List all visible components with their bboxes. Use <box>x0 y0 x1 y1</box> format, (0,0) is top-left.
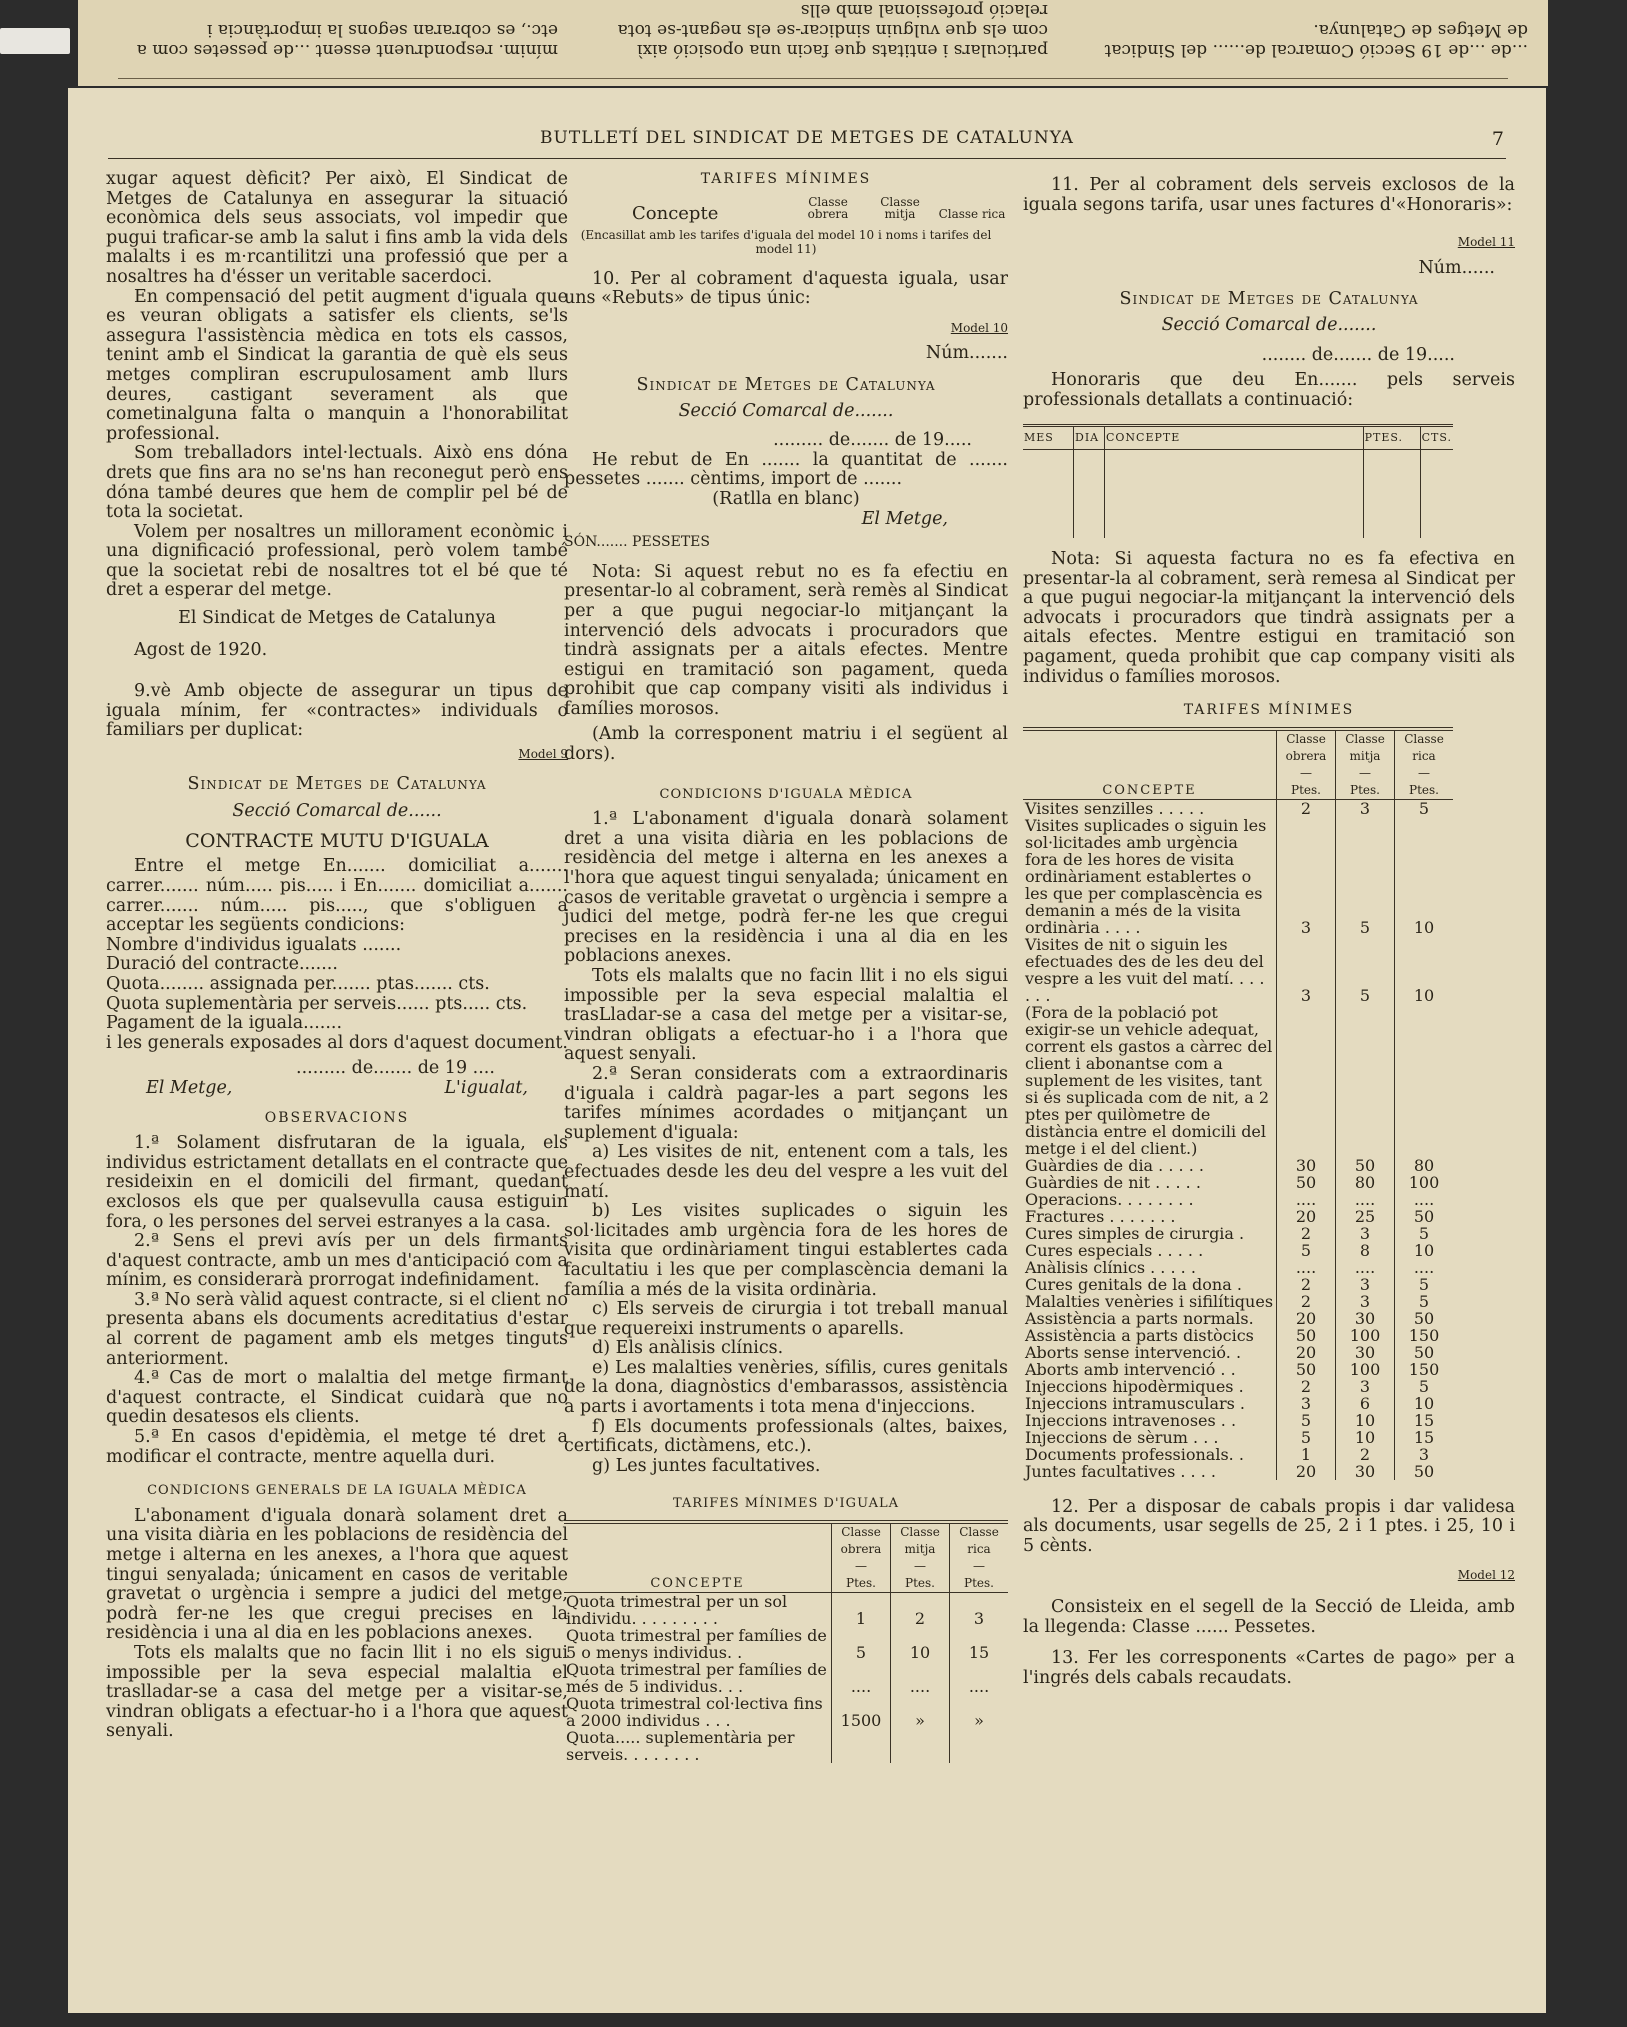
org-name: Sindicat de Metges de Catalunya <box>187 773 487 794</box>
col-obrera: Classe obrera — Ptes. <box>832 1522 891 1593</box>
paragraph: 13. Fer les corresponents «Cartes de pago» per a l'ingrés dels cabals recaudats. <box>1023 1648 1515 1688</box>
row-value-b: 3 <box>1336 1293 1395 1310</box>
observations-heading: OBSERVACIONS <box>264 1109 410 1126</box>
paragraph: (Amb la corresponent matriu i el següent al dors). <box>564 724 1008 765</box>
fragment-col-a: mínim. respondruent essent ...de pessetes com a etc., es cobraran segons la importància i <box>136 20 558 60</box>
org-name: Sindicat de Metges de Catalunya <box>636 374 936 395</box>
row-value-c: 5 <box>1395 799 1454 817</box>
contract-line: Duració del contracte....... <box>106 954 338 975</box>
row-value-c: 10 <box>1395 817 1454 936</box>
row-label: Aborts amb intervenció . . <box>1025 1359 1236 1379</box>
row-label: Assistència a parts distòcics <box>1025 1325 1254 1345</box>
row-label: Visites senzilles . . . . . <box>1025 798 1205 818</box>
row-value-a <box>1277 1004 1336 1157</box>
model-label: Model 9 <box>518 747 568 762</box>
row-value-a: 50 <box>1277 1327 1336 1344</box>
row-value-a: 1500 <box>832 1695 891 1729</box>
table-row <box>1023 1004 1453 1157</box>
paragraph: Consisteix en el segell de la Secció de Lleida, amb la llegenda: Classe ...... Pessetes. <box>1023 1597 1515 1637</box>
row-value-c <box>950 1729 1009 1763</box>
row-label: Cures especials . . . . . <box>1025 1240 1204 1260</box>
col-concept: CONCEPTE <box>1023 729 1277 800</box>
condition: 1.ª L'abonament d'iguala donarà solament dret a una visita diària en les poblacions de residència del metge i alterna en les anexes a l'hora que aquest tingui senyalada; únicament en casos de veritable gravetat o urgència i sempre a judici del metge, podrà fer-ne les que cregui precises en la residència i una al dia en les poblacions anexes. <box>564 809 1008 967</box>
row-label: Quota trimestral per famílies de més de 5 individus. . . <box>566 1660 827 1697</box>
contract-body: Entre el metge En....... domiciliat a....... carrer....... núm..... pis..... i En....... domiciliat a....... carrer....... núm..... pis....., que s'obliguen a acceptar les següents condicions: <box>106 856 568 936</box>
row-value-c: 10 <box>1395 1242 1454 1259</box>
date: Agost de 1920. <box>134 639 268 660</box>
fragment-rule <box>118 78 1508 79</box>
row-value-c: 50 <box>1395 1344 1454 1361</box>
paragraph: 9.vè Amb objecte de assegurar un tipus de iguala mínim, fer «contractes» individuals o familiars per duplicat: <box>106 681 568 741</box>
row-value-a: 30 <box>1277 1157 1336 1174</box>
sign-metge: El Metge, <box>861 508 948 529</box>
row-value-c: 150 <box>1395 1327 1454 1344</box>
paragraph: Tots els malalts que no facin llit i no els sigui impossible per la seva especial malaltia el traslladar-se a casa del metge per a visitar-se, vindran obligats a efectuar-ho i a l'hora que aquest senyali. <box>106 1642 568 1742</box>
table-row <box>1023 1259 1453 1276</box>
row-value-a: 2 <box>1277 1293 1336 1310</box>
col-ptes: PTES. <box>1363 426 1420 450</box>
table-row <box>1023 1242 1453 1259</box>
row-value-a: 20 <box>1277 1344 1336 1361</box>
paragraph: 11. Per al cobrament dels serveis exclosos de la iguala segons tarifa, usar unes factures d'«Honoraris»: <box>1023 175 1515 215</box>
receipt-number: Núm....... <box>925 343 1008 364</box>
row-value-a: 2 <box>1277 1225 1336 1242</box>
row-value-a: 50 <box>1277 1174 1336 1191</box>
row-value-b: 8 <box>1336 1242 1395 1259</box>
running-title: BUTLLETÍ DEL SINDICAT DE METGES DE CATALUNYA <box>540 128 1074 148</box>
row-label: Assistència a parts normals. <box>1025 1308 1254 1328</box>
model-label: Model 12 <box>1457 1568 1515 1583</box>
row-value-a: 3 <box>1277 1395 1336 1412</box>
row-value-a: 5 <box>1277 1242 1336 1259</box>
row-value-b: 100 <box>1336 1327 1395 1344</box>
row-value-a: .... <box>1277 1191 1336 1208</box>
row-value-c: 80 <box>1395 1157 1454 1174</box>
row-label: Injeccions hipodèrmiques . <box>1025 1376 1244 1396</box>
row-value-b: 2 <box>1336 1446 1395 1463</box>
row-value-c: 10 <box>1395 1395 1454 1412</box>
row-value-a: 2 <box>1277 799 1336 817</box>
row-value-b: 30 <box>1336 1463 1395 1480</box>
row-label: Guàrdies de nit . . . . . <box>1025 1172 1201 1192</box>
paragraph: xugar aquest dèficit? Per això, El Sindicat de Metges de Catalunya en assegurar la situació econòmica dels seus associats, vol impedir que pugui traficar-se amb la salut i fins amb la vida dels malalts i es m·rcantilitzi una professió que per a nosaltres ha d'ésser un veritable sacerdoci. <box>106 169 568 287</box>
class-obrera: Classe obrera <box>807 194 849 221</box>
org-name: Sindicat de Metges de Catalunya <box>1119 289 1419 310</box>
invoice-note: Nota: Si aquesta factura no es fa efectiva en presentar-la al cobrament, serà remesa al Sindicat per a que pugui negociar-la mitjançant la intervenció dels advocats i procuradors que tindrà assignats per a aitals efectes. Mentre estigui en tramitació son pagament, queda prohibit que cap company visiti als individus o famílies morosos. <box>1023 548 1515 687</box>
paragraph: Som treballadors intel·lectuals. Això ens dóna drets que fins ara no se'ns han reconegut però ens dóna també deures que hem de complir pel bé de tota la societat. <box>106 443 568 523</box>
dateline: ......... de....... de 19..... <box>773 430 972 451</box>
col-concept: CONCEPTE <box>564 1522 832 1593</box>
model-label: Model 10 <box>950 320 1008 335</box>
sign-metge: El Metge, <box>146 1077 233 1098</box>
row-value-c: 50 <box>1395 1310 1454 1327</box>
dateline: ........ de....... de 19..... <box>1261 344 1455 365</box>
row-label: Operacions. . . . . . . . <box>1025 1189 1194 1209</box>
table-row <box>1023 1344 1453 1361</box>
row-value-c: 5 <box>1395 1293 1454 1310</box>
row-value-a: 1 <box>1277 1446 1336 1463</box>
row-value-b: 30 <box>1336 1310 1395 1327</box>
row-value-b <box>891 1729 950 1763</box>
binder-clip <box>0 28 70 54</box>
table-row <box>564 1661 1008 1695</box>
row-value-b: 3 <box>1336 1276 1395 1293</box>
table-row <box>1023 1276 1453 1293</box>
row-label: Injeccions de sèrum . . . <box>1025 1427 1219 1447</box>
row-value-b: 5 <box>1336 936 1395 1004</box>
condition-item: b) Les visites suplicades o siguin les sol·licitades amb urgència fora de les hores de visita que ordinàriament tingui establertes cada facultatiu i les que per complascència demani la família a més de la visita ordinària. <box>564 1201 1008 1300</box>
row-label: (Fora de la població pot exigir-se un vehicle adequat, corrent els gastos a càrrec del client i abonantse com a suplement de les visites, tant si és suplicada com de nit, a 2 ptes per quilòmetre de distància entre el domicili del metge i el del client.) <box>1025 1002 1273 1158</box>
row-label: Cures genitals de la dona . <box>1025 1274 1242 1294</box>
encasillat-note: (Encasillat amb les tarifes d'iguala del model 10 i noms i tarifes del model 11) <box>580 227 992 256</box>
col-rica: Classe rica — Ptes. <box>950 1522 1009 1593</box>
row-value-c: 15 <box>1395 1412 1454 1429</box>
tariffs-heading: TARIFES MÍNIMES <box>700 171 872 187</box>
row-label: Guàrdies de dia . . . . . <box>1025 1155 1204 1175</box>
row-value-c: 150 <box>1395 1361 1454 1378</box>
row-value-a <box>832 1729 891 1763</box>
row-value-a: 2 <box>1277 1378 1336 1395</box>
table-row <box>1023 799 1453 817</box>
model-label: Model 11 <box>1457 235 1515 250</box>
row-value-b: 3 <box>1336 1225 1395 1242</box>
fragment-col-c: ...de ...de 19 Secció Comarcal de...... del Sindicat de Metges de Catalunya. <box>1104 20 1528 60</box>
table-row <box>1023 1412 1453 1429</box>
table-row <box>1023 1361 1453 1378</box>
contract-line: i les generals exposades al dors d'aquest document. <box>106 1032 568 1053</box>
row-value-a: 5 <box>1277 1429 1336 1446</box>
row-label: Injeccions intramusculars . <box>1025 1393 1246 1413</box>
table-row <box>1023 1174 1453 1191</box>
row-value-b: 10 <box>1336 1412 1395 1429</box>
table-row <box>564 1593 1008 1628</box>
row-value-a: 20 <box>1277 1463 1336 1480</box>
row-value-b: 10 <box>891 1627 950 1661</box>
row-value-c: 50 <box>1395 1463 1454 1480</box>
contract-title: CONTRACTE MUTU D'IGUALA <box>185 829 489 852</box>
row-label: Quota trimestral col·lectiva fins a 2000 individus . . . <box>566 1694 823 1731</box>
row-value-b: 10 <box>1336 1429 1395 1446</box>
col-mitja: Classe mitja — Ptes. <box>891 1522 950 1593</box>
condition-item: g) Les juntes facultatives. <box>592 1455 821 1476</box>
class-rica: Classe rica <box>938 206 1006 221</box>
table-row <box>1023 817 1453 936</box>
row-value-b: 25 <box>1336 1208 1395 1225</box>
col-concepte: CONCEPTE <box>1105 426 1364 450</box>
row-value-c: 5 <box>1395 1378 1454 1395</box>
condition-item: d) Els anàlisis clínics. <box>592 1338 784 1359</box>
row-value-b: 2 <box>891 1593 950 1628</box>
header-rule <box>108 158 1506 159</box>
conditions-heading: CONDICIONS D'IGUALA MÈDICA <box>659 786 913 802</box>
previous-page-fragment <box>78 0 1548 86</box>
fragment-col-b: particulars i entitats que facin una oposició aixì com els que vulguin sindicar-se els negant-se tota relació professional amb ells <box>617 0 1048 60</box>
observation: 5.ª En casos d'epidèmia, el metge té dret a modificar el contracte, mentre aquella duri. <box>106 1427 568 1467</box>
observation: 4.ª Cas de mort o malaltia del metge firmant d'aquest contracte, el Sindicat cuidarà que no quedin desatesos els clients. <box>106 1368 568 1428</box>
contract-line: Pagament de la iguala....... <box>106 1013 343 1034</box>
col-cts: CTS. <box>1420 426 1453 450</box>
section-name: Secció Comarcal de....... <box>1161 314 1377 335</box>
class-mitja: Classe mitja <box>880 194 920 221</box>
table-row <box>1023 1208 1453 1225</box>
concept-label: Concepte <box>632 202 719 224</box>
row-value-b: 6 <box>1336 1395 1395 1412</box>
contract-line: Quota suplementària per serveis...... pts..... cts. <box>106 993 528 1014</box>
row-label: Quota trimestral per famílies de 5 o menys individus. . <box>566 1626 827 1663</box>
row-value-a: .... <box>1277 1259 1336 1276</box>
row-value-b: 3 <box>1336 799 1395 817</box>
table-row <box>1023 1293 1453 1310</box>
page-number: 7 <box>1491 128 1504 150</box>
row-label: Juntes facultatives . . . . <box>1025 1461 1216 1481</box>
page <box>68 88 1546 2013</box>
row-label: Quota trimestral per un sol individu. . . . . . . . . <box>566 1592 788 1629</box>
row-label: Visites suplicades o siguin les sol·licitades amb urgència fora de les hores de visita ordinàriament establertes o les que per complascència es demanin a més de la visita ordinària . . . . <box>1025 815 1267 937</box>
row-value-a: 5 <box>832 1627 891 1661</box>
paragraph: 10. Per al cobrament d'aquesta iguala, usar uns «Rebuts» de tipus únic: <box>564 268 1008 309</box>
blank-line-note: (Ratlla en blanc) <box>712 488 860 509</box>
tariffs-header-row <box>564 194 1008 224</box>
row-value-b: .... <box>1336 1259 1395 1276</box>
row-label: Fractures . . . . . . . <box>1025 1206 1176 1226</box>
row-value-b: .... <box>1336 1191 1395 1208</box>
table-row <box>1023 1378 1453 1395</box>
table-row <box>1023 1463 1453 1480</box>
row-label: Anàlisis clínics . . . . . <box>1025 1257 1196 1277</box>
receipt-body: He rebut de En ....... la quantitat de ....... pessetes ....... cèntims, import de ....... <box>564 449 1008 490</box>
row-value-a: 20 <box>1277 1208 1336 1225</box>
condition: 2.ª Seran considerats com a extraordinaris d'iguala i caldrà pagar-les a part segons les tarifes mínimes acordades o mitjançant un suplement d'iguala: <box>564 1063 1008 1143</box>
table-row <box>1023 1446 1453 1463</box>
table-row <box>1023 1429 1453 1446</box>
row-value-c: .... <box>1395 1191 1454 1208</box>
row-value-a: 2 <box>1277 1276 1336 1293</box>
row-value-a: 20 <box>1277 1310 1336 1327</box>
section-name: Secció Comarcal de...... <box>232 801 442 822</box>
sign-igualat: L'igualat, <box>444 1077 528 1098</box>
condition-item: c) Els serveis de cirurgia i tot treball manual que requereixi instruments o aparells. <box>564 1299 1008 1339</box>
paragraph: Volem per nosaltres un millorament econòmic i una dignificació professional, però volem també que la societat rebi de nosaltres tot el bé que té dret a esperar del metge. <box>106 521 568 601</box>
observation: 2.ª Sens el previ avís per un dels firmants d'aquest contracte, amb un mes d'anticipació com a mínim, es considerarà prorrogat indefinidament. <box>106 1231 568 1291</box>
row-value-b: .... <box>891 1661 950 1695</box>
section-name: Secció Comarcal de....... <box>678 400 894 421</box>
row-value-b: 30 <box>1336 1344 1395 1361</box>
table-row <box>1023 1191 1453 1208</box>
table-row <box>1023 1157 1453 1174</box>
condition-item: a) Les visites de nit, entenent com a tals, les efectuades desde les deu del vespre a les vuit del matí. <box>564 1142 1008 1202</box>
row-label: Documents professionals. . <box>1025 1444 1244 1464</box>
contract-line: Nombre d'individus igualats ....... <box>106 934 402 955</box>
row-value-c: 3 <box>950 1593 1009 1628</box>
row-value-c <box>1395 1004 1454 1157</box>
receipt-note: Nota: Si aquest rebut no es fa efectiu en presentar-lo al cobrament, serà remès al Sindicat per a que pugui negociar-lo mitjançant la intervenció dels advocats i procuradors que tindrà assignats per a aitals efectes. Mentre estigui en tramitació son pagament, queda prohibit que cap company visiti als individus i famílies morosos. <box>564 561 1008 719</box>
column-1 <box>106 170 568 1742</box>
row-value-b: 80 <box>1336 1174 1395 1191</box>
row-value-c: 10 <box>1395 936 1454 1004</box>
paragraph: L'abonament d'iguala donarà solament dret a una visita diària en les poblacions de residència del metge i alterna en les anexes, a l'hora que aquest tingui senyalada; únicament en casos de veritable gravetat o urgència i sempre a judici del metge, podrà fer-ne les que cregui precises en la residència i una al dia en les poblacions anexes. <box>106 1505 568 1644</box>
col-rica: Classe rica — Ptes. <box>1395 729 1454 800</box>
column-2 <box>564 170 1008 1763</box>
row-value-c: 5 <box>1395 1225 1454 1242</box>
contract-line: Quota........ assignada per....... ptas....... cts. <box>106 973 490 994</box>
row-value-c: .... <box>950 1661 1009 1695</box>
row-value-b <box>1336 1004 1395 1157</box>
paragraph: En compensació del petit augment d'iguala que es veuran obligats a satisfer els clients, se'ls assegura l'assistència mèdica en tots els cassos, tenint amb el Sindicat la garantia de què els seus metges compliran escrupulosament amb llurs deures, castigant severament als que cometinalguna falta o manquin a l'honorabilitat professional. <box>106 286 568 444</box>
row-value-b: 100 <box>1336 1361 1395 1378</box>
row-value-a: 50 <box>1277 1361 1336 1378</box>
condition-item: e) Les malalties venèries, sífilis, cures genitals de la dona, diagnòstics d'embarassos, assistència a parts i avortaments i tota mena d'injeccions. <box>564 1357 1008 1418</box>
table-row <box>1023 1327 1453 1344</box>
signature: El Sindicat de Metges de Catalunya <box>178 608 496 629</box>
dateline: ......... de....... de 19 .... <box>296 1058 495 1079</box>
paragraph: 12. Per a disposar de cabals propis i dar validesa als documents, usar segells de 25, 2 i 1 ptes. i 25, 10 i 5 cènts. <box>1023 1496 1515 1556</box>
observation: 1.ª Solament disfrutaran de la iguala, els individus estrictament detallats en el contracte que resideixin en el domicili del firmant, quedant exclosos els que per qualsevulla causa estiguin fora, o les persones del servei estranyes a la casa. <box>106 1133 568 1232</box>
conditions-heading: CONDICIONS GENERALS DE LA IGUALA MÈDICA <box>147 1483 527 1499</box>
row-label: Visites de nit o siguin les efectuades des de les deu del vespre a les vuit del matí. . . . . . . <box>1025 934 1265 1005</box>
col-dia: DIA <box>1074 426 1105 450</box>
iguala-tariffs-table <box>564 1520 1008 1763</box>
table-row <box>1023 1225 1453 1242</box>
row-value-b: 3 <box>1336 1378 1395 1395</box>
row-value-b: 5 <box>1336 817 1395 936</box>
invoice-body: Honoraris que deu En....... pels serveis professionals detallats a continuació: <box>1023 370 1515 410</box>
tariffs-table <box>1023 727 1453 1480</box>
table-row <box>564 1627 1008 1661</box>
col-mes: MES <box>1023 426 1074 450</box>
iguala-tariffs-heading: TARIFES MÍNIMES D'IGUALA <box>672 1496 900 1512</box>
table-row <box>1023 1310 1453 1327</box>
condition-item: f) Els documents professionals (altes, baixes, certificats, dictàmens, etc.). <box>564 1416 1008 1457</box>
condition: Tots els malalts que no facin llit i no els sigui impossible per la seva especial malaltia el trasLladar-se a casa del metge per a visitar-se, vindran obligats a efectuar-ho i a l'hora que aquest senyali. <box>564 966 1008 1065</box>
row-value-a: 5 <box>1277 1412 1336 1429</box>
row-value-c: 15 <box>1395 1429 1454 1446</box>
table-row <box>564 1729 1008 1763</box>
observation: 3.ª No serà vàlid aquest contracte, si el client no presenta abans els documents acreditatius d'estar al corrent de pagament amb els metges tinguts anteriorment. <box>106 1289 568 1369</box>
row-label: Malalties venèries i sifilítiques <box>1025 1291 1274 1311</box>
row-value-c: 3 <box>1395 1446 1454 1463</box>
row-value-c: .... <box>1395 1259 1454 1276</box>
col-mitja: Classe mitja — Ptes. <box>1336 729 1395 800</box>
row-value-c: 15 <box>950 1627 1009 1661</box>
row-value-b: 50 <box>1336 1157 1395 1174</box>
invoice-table <box>1023 424 1453 538</box>
row-value-a: 1 <box>832 1593 891 1628</box>
row-value-a: 3 <box>1277 936 1336 1004</box>
invoice-number: Núm...... <box>1418 257 1495 278</box>
row-value-a: 3 <box>1277 817 1336 936</box>
amount-line: SÓN....... PESSETES <box>564 534 710 551</box>
row-value-b: » <box>891 1695 950 1729</box>
table-row <box>1023 1395 1453 1412</box>
row-value-c: 5 <box>1395 1276 1454 1293</box>
row-label: Cures simples de cirurgia . <box>1025 1223 1245 1243</box>
col-obrera: Classe obrera — Ptes. <box>1277 729 1336 800</box>
row-label: Aborts sense intervenció. . <box>1025 1342 1242 1362</box>
row-value-c: 50 <box>1395 1208 1454 1225</box>
row-value-c: » <box>950 1695 1009 1729</box>
column-3 <box>1023 170 1515 1688</box>
row-label: Injeccions intravenoses . . <box>1025 1410 1237 1430</box>
table-row <box>1023 936 1453 1004</box>
tariffs-heading: TARIFES MÍNIMES <box>1183 702 1355 719</box>
row-value-a: .... <box>832 1661 891 1695</box>
table-row <box>564 1695 1008 1729</box>
signatures-row <box>106 1079 568 1099</box>
row-label: Quota..... suplementària per serveis. . . . . . . . <box>566 1728 795 1765</box>
row-value-c: 100 <box>1395 1174 1454 1191</box>
